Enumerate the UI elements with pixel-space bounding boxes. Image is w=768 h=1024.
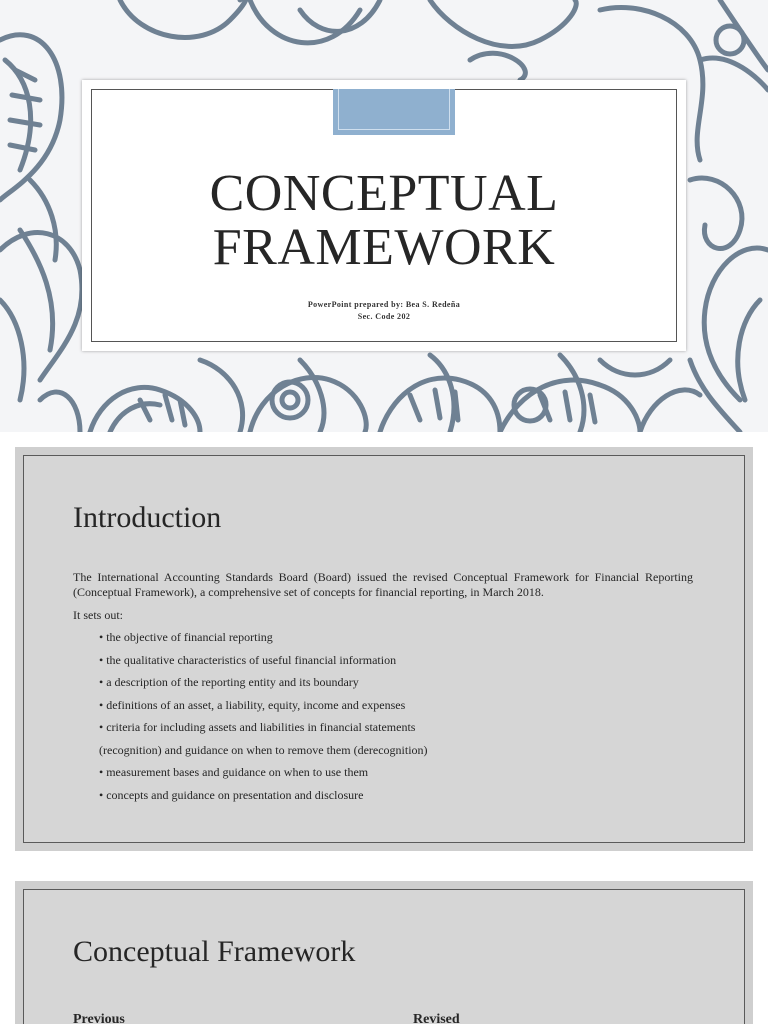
- introduction-heading: Introduction: [73, 501, 222, 534]
- slide-title-line2: FRAMEWORK: [212, 219, 556, 276]
- comparison-heading: Conceptual Framework: [73, 935, 356, 968]
- bullet-item: • concepts and guidance on presentation and disclosure: [99, 787, 364, 802]
- credit-author: PowerPoint prepared by: Bea S. Redeña: [307, 300, 461, 309]
- comparison-slide-frame: [23, 889, 745, 1024]
- credit-section: Sec. Code 202: [357, 312, 411, 321]
- title-card-border: [91, 89, 677, 342]
- title-card: [82, 80, 686, 351]
- bullet-item: (recognition) and guidance on when to remove them (derecognition): [99, 742, 428, 757]
- slide-title: [92, 167, 676, 275]
- bullet-item: • a description of the reporting entity and its boundary: [99, 675, 359, 689]
- bullet-item: • definitions of an asset, a liability, equity, income and expenses: [99, 697, 406, 712]
- title-slide: [0, 0, 768, 432]
- introduction-slide: [15, 447, 753, 851]
- comparison-slide: [15, 881, 753, 1024]
- introduction-bullet-list: [99, 630, 428, 810]
- introduction-paragraph: The International Accounting Standards Board (Board) issued the revised Conceptual Framework for Financial Reporting (Conceptual Framework), a comprehensive set of concepts for financial reporting, in March 2018.: [73, 570, 693, 599]
- bullet-item: • the objective of financial reporting: [99, 630, 273, 644]
- revised-column-label: Revised: [413, 1012, 460, 1024]
- bullet-item: • measurement bases and guidance on when to use them: [99, 765, 369, 779]
- bullet-item: • criteria for including assets and liabilities in financial statements: [99, 720, 416, 734]
- title-accent-tab: [333, 89, 455, 135]
- bullet-item: • the qualitative characteristics of useful financial information: [99, 652, 397, 667]
- slide-title-line1: CONCEPTUAL: [209, 165, 559, 222]
- slide-credit: [92, 299, 676, 323]
- introduction-slide-frame: [23, 455, 745, 843]
- sets-out-label: It sets out:: [73, 608, 123, 622]
- previous-column-label: Previous: [73, 1012, 125, 1024]
